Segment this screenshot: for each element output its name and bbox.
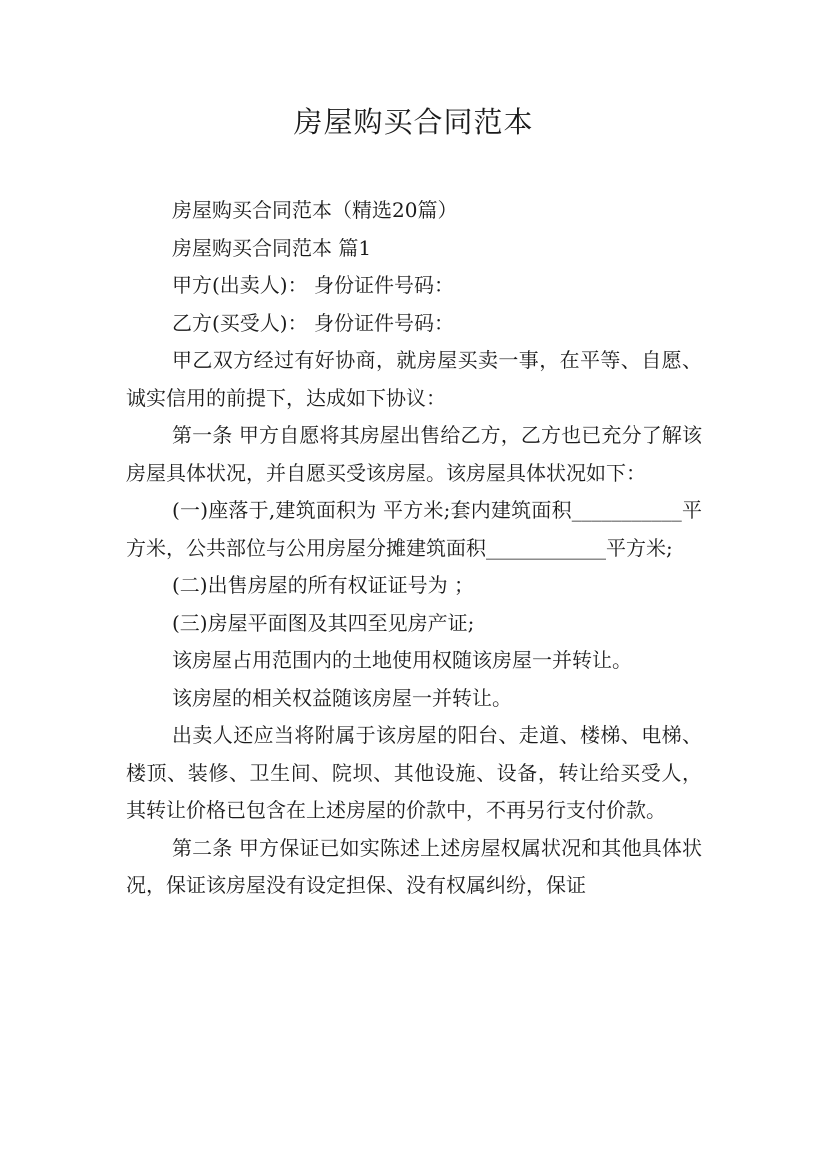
paragraph-subtitle: 房屋购买合同范本（精选20篇） xyxy=(172,198,458,222)
paragraph-item-1: (一)座落于,建筑面积为 平方米;套内建筑面积___________平方米，公共部位与公用房屋分摊建筑面积____________平方米; xyxy=(126,498,702,560)
document-body xyxy=(126,192,702,905)
paragraph-party-a: 甲方(出卖人)： 身份证件号码： xyxy=(172,273,454,297)
paragraph-agreement-intro: 甲乙双方经过有好协商，就房屋买卖一事，在平等、自愿、诚实信用的前提下，达成如下协议： xyxy=(126,348,702,410)
paragraph-item-2: (二)出售房屋的所有权证证号为 ； xyxy=(172,573,474,597)
paragraph-party-b: 乙方(买受人)： 身份证件号码： xyxy=(172,310,454,335)
paragraph-attachments: 出卖人还应当将附属于该房屋的阳台、走道、楼梯、电梯、楼顶、装修、卫生间、院坝、其他设施、设备，转让给买受人，其转让价格已包含在上述房屋的价款中，不再另行支付价款。 xyxy=(126,723,702,822)
paragraph-land-use: 该房屋占用范围内的土地使用权随该房屋一并转让。 xyxy=(172,648,632,672)
paragraph-related-rights: 该房屋的相关权益随该房屋一并转让。 xyxy=(172,685,512,710)
paragraph-section-heading: 房屋购买合同范本 篇1 xyxy=(172,235,372,260)
paragraph-item-3: (三)房屋平面图及其四至见房产证; xyxy=(172,610,475,635)
paragraph-article-2: 第二条 甲方保证已如实陈述上述房屋权属状况和其他具体状况，保证该房屋没有设定担保、没有权属纠纷，保证 xyxy=(126,835,702,897)
document-title: 房屋购买合同范本 xyxy=(293,105,534,139)
paragraph-article-1: 第一条 甲方自愿将其房屋出售给乙方，乙方也已充分了解该房屋具体状况，并自愿买受该房屋。该房屋具体状况如下： xyxy=(126,423,702,485)
